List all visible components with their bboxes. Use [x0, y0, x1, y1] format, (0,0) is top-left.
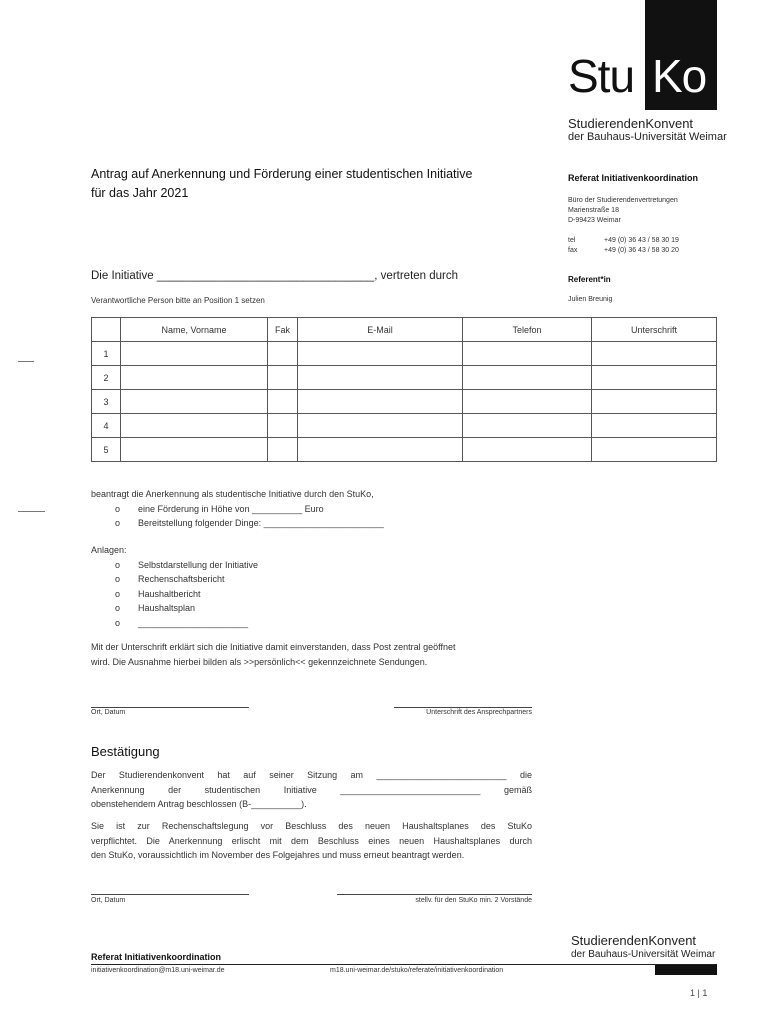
footer-divider: [91, 964, 717, 965]
row-number: 2: [92, 366, 121, 390]
footer-logo-name: StudierendenKonvent: [571, 933, 697, 948]
paragraph-line: Der Studierendenkonvent hat auf seiner Sitzung am __________________________ die: [91, 770, 532, 780]
sidebar-contact: [568, 236, 679, 256]
address-line: Marienstraße 18: [568, 207, 619, 214]
bullet-marker: o: [115, 603, 121, 613]
paragraph-line: Anerkennung der studentischen Initiative ____________________________ gemäß: [91, 784, 532, 795]
initiative-line: Die Initiative __________________________________, vertreten durch: [91, 270, 459, 282]
request-option: [91, 502, 717, 517]
column-header-number: [92, 318, 121, 342]
page-number: 1 | 1: [690, 988, 708, 998]
footer-url-link[interactable]: m18.uni-weimar.de/stuko/referate/initiativenkoordination: [330, 967, 504, 974]
column-header-signature: Unterschrift: [592, 318, 717, 342]
column-header-phone: Telefon: [463, 318, 592, 342]
fax-label: fax: [568, 247, 578, 254]
signature-line-date: [91, 894, 249, 895]
phone-cell[interactable]: [463, 438, 592, 462]
list-item: [91, 616, 717, 631]
name-cell[interactable]: [121, 366, 268, 390]
list-item: [91, 558, 717, 573]
title-line-2: für das Jahr 2021: [91, 186, 189, 200]
paragraph-line: obenstehendem Antrag beschlossen (B-__________).: [91, 799, 307, 809]
attachment-text: ______________________: [138, 617, 249, 628]
responsible-persons-table: [91, 317, 717, 462]
bullet-marker: o: [115, 518, 121, 528]
row-number: 5: [92, 438, 121, 462]
attachment-text: Haushaltbericht: [138, 588, 201, 599]
faculty-cell[interactable]: [268, 342, 298, 366]
logo-subtitle: der Bauhaus-Universität Weimar: [568, 131, 727, 143]
footer-heading: Referat Initiativenkoordination: [91, 952, 222, 962]
sidebar-heading: Referat Initiativenkoordination: [568, 173, 699, 183]
option-text: eine Förderung in Höhe von __________ Euro: [138, 503, 324, 514]
attachments-label: Anlagen:: [91, 545, 127, 555]
sidebar-address: [568, 196, 678, 226]
document-title: [91, 165, 473, 203]
place-date-label: Ort, Datum: [91, 897, 126, 904]
name-cell[interactable]: [121, 414, 268, 438]
bullet-marker: o: [115, 559, 121, 570]
email-cell[interactable]: [298, 414, 463, 438]
punch-mark: [18, 511, 45, 512]
attachment-text: Rechenschaftsbericht: [138, 574, 225, 584]
table-row: [92, 438, 717, 462]
confirmation-paragraph-1: [91, 768, 532, 812]
signature-cell[interactable]: [592, 342, 717, 366]
table-row: [92, 414, 717, 438]
signature-cell[interactable]: [592, 390, 717, 414]
request-section: [91, 487, 717, 531]
faculty-cell[interactable]: [268, 366, 298, 390]
email-cell[interactable]: [298, 438, 463, 462]
table-row: [92, 366, 717, 390]
tel-label: tel: [568, 237, 576, 244]
list-item: [91, 572, 717, 587]
name-cell[interactable]: [121, 342, 268, 366]
logo-stu-text: Stu: [568, 50, 635, 102]
name-cell[interactable]: [121, 438, 268, 462]
footer-logo-subtitle: der Bauhaus-Universität Weimar: [571, 949, 716, 960]
attachments-section: [91, 543, 717, 630]
signature-cell[interactable]: [592, 414, 717, 438]
row-number: 1: [92, 342, 121, 366]
referent-name: Julien Breunig: [568, 296, 613, 303]
table-row: [92, 342, 717, 366]
email-cell[interactable]: [298, 390, 463, 414]
tel-value: +49 (0) 36 43 / 58 30 19: [604, 237, 679, 244]
email-cell[interactable]: [298, 366, 463, 390]
email-cell[interactable]: [298, 342, 463, 366]
position-note: Verantwortliche Person bitte an Position 1 setzen: [91, 296, 265, 305]
confirmation-paragraph-2: [91, 819, 532, 863]
row-number: 4: [92, 414, 121, 438]
logo-ko-text: Ko: [652, 50, 707, 102]
signature-line-board: [337, 894, 532, 895]
address-line: D-99423 Weimar: [568, 217, 621, 224]
board-signature-label: stellv. für den StuKo min. 2 Vorstände: [415, 897, 532, 904]
signature-line-contact: [394, 707, 532, 708]
attachment-text: Haushaltsplan: [138, 603, 196, 613]
table-header-row: [92, 318, 717, 342]
signature-cell[interactable]: [592, 438, 717, 462]
faculty-cell[interactable]: [268, 438, 298, 462]
consent-line: Mit der Unterschrift erklärt sich die Initiative damit einverstanden, dass Post zentral geöffnet: [91, 642, 456, 652]
request-option: [91, 516, 717, 531]
row-number: 3: [92, 390, 121, 414]
bullet-marker: o: [115, 588, 121, 599]
title-line-1: Antrag auf Anerkennung und Förderung einer studentischen Initiative: [91, 167, 473, 181]
paragraph-line: Sie ist zur Rechenschaftslegung vor Beschluss des neuen Haushaltsplanes des StuKo: [91, 821, 532, 831]
footer-bar: [655, 965, 717, 975]
column-header-name: Name, Vorname: [121, 318, 268, 342]
option-text: Bereitstellung folgender Dinge: ________________________: [138, 518, 384, 528]
bullet-marker: o: [115, 574, 121, 584]
bullet-marker: o: [115, 503, 121, 514]
consent-text: [91, 640, 717, 669]
phone-cell[interactable]: [463, 390, 592, 414]
paragraph-line: verpflichtet. Die Anerkennung erlischt mit dem Beschluss eines neuen Haushaltsplanes durch: [91, 835, 532, 846]
name-cell[interactable]: [121, 390, 268, 414]
faculty-cell[interactable]: [268, 390, 298, 414]
signature-cell[interactable]: [592, 366, 717, 390]
confirmation-heading: Bestätigung: [91, 744, 160, 759]
consent-line: wird. Die Ausnahme hierbei bilden als >>persönlich<< gekennzeichnete Sendungen.: [91, 656, 428, 667]
list-item: [91, 601, 717, 616]
address-line: Büro der Studierendenvertretungen: [568, 197, 678, 204]
phone-cell[interactable]: [463, 342, 592, 366]
logo-name: StudierendenKonvent: [568, 116, 694, 131]
column-header-faculty: Fak: [268, 318, 298, 342]
referent-heading: Referent*in: [568, 275, 611, 284]
signature-line-date: [91, 707, 249, 708]
table-row: [92, 390, 717, 414]
footer-email-link[interactable]: initiativenkoordination@m18.uni-weimar.de: [91, 967, 225, 974]
paragraph-line: den StuKo, voraussichtlich im November des Folgejahres und muss erneut beantragt werden.: [91, 850, 465, 860]
list-item: [91, 587, 717, 602]
place-date-label: Ort, Datum: [91, 709, 126, 716]
bullet-marker: o: [115, 617, 121, 628]
column-header-email: E-Mail: [298, 318, 463, 342]
fold-mark: [18, 361, 34, 362]
phone-cell[interactable]: [463, 366, 592, 390]
faculty-cell[interactable]: [268, 414, 298, 438]
phone-cell[interactable]: [463, 414, 592, 438]
request-intro: beantragt die Anerkennung als studentische Initiative durch den StuKo,: [91, 489, 374, 499]
contact-signature-label: Unterschrift des Ansprechpartners: [426, 709, 532, 716]
fax-value: +49 (0) 36 43 / 58 30 20: [604, 247, 679, 254]
attachment-text: Selbstdarstellung der Initiative: [138, 559, 259, 570]
